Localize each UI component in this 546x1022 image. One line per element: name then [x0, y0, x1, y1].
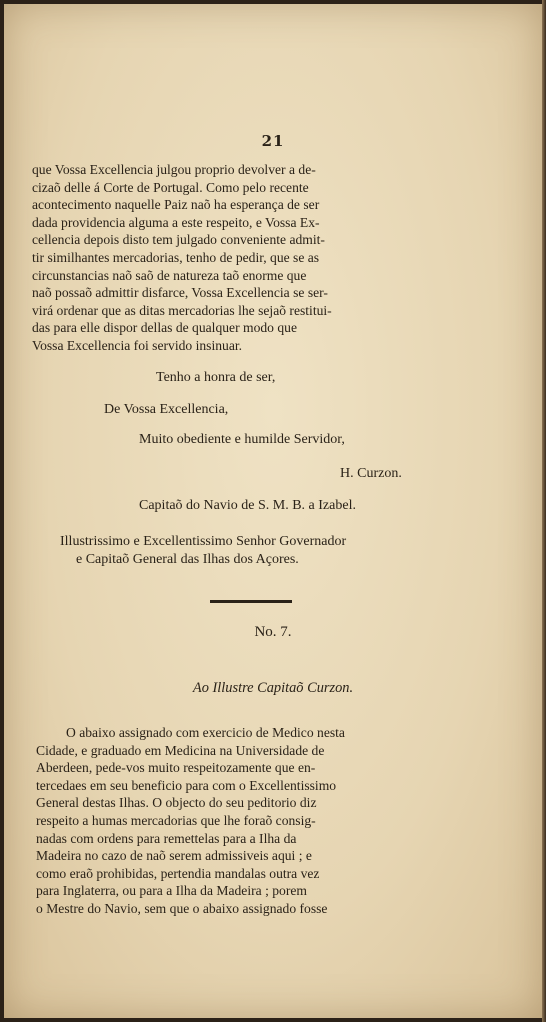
text-line: O abaixo assignado com exercicio de Medico nesta	[66, 725, 345, 740]
text-line: nadas com ordens para remettelas para a Ilha da	[36, 830, 297, 846]
page-number: 21	[261, 132, 285, 150]
text-line: das para elle dispor dellas de qualquer modo que	[32, 320, 297, 336]
book-spine-edge	[542, 0, 546, 1022]
text-line: dada providencia alguma a este respeito, e Vossa Ex-	[32, 214, 320, 230]
text-line: Vossa Excellencia foi servido insinuar.	[32, 337, 243, 353]
text-line: para Inglaterra, ou para a Ilha da Madeira ; porem	[36, 883, 307, 899]
text-line: cizaõ delle á Corte de Portugal. Como pelo recente	[32, 179, 309, 195]
letter-body-paragraph-2	[36, 724, 448, 918]
text-line: General destas Ilhas. O objecto do seu peditorio diz	[36, 795, 317, 811]
book-page	[4, 4, 542, 1018]
section-divider	[210, 600, 292, 603]
recipient-line-2: e Capitaõ General das Ilhas dos Açores.	[76, 552, 299, 567]
letter-addressee: Ao Illustre Capitaõ Curzon.	[192, 680, 354, 696]
closing-servant-line: Muito obediente e humilde Servidor,	[139, 432, 345, 447]
letter-body-paragraph	[32, 161, 448, 355]
text-line: circunstancias naõ saõ de natureza taõ enorme que	[32, 267, 307, 283]
text-line: tercedaes em seu beneficio para com o Excellentissimo	[36, 777, 337, 793]
text-line: virá ordenar que as ditas mercadorias lhe sejaõ restitui-	[32, 302, 332, 318]
text-line: naõ possaõ admittir disfarce, Vossa Excellencia se ser-	[32, 285, 328, 301]
text-line: como eraõ prohibidas, pertendia mandalas outra vez	[36, 865, 320, 881]
text-line: tir similhantes mercadorias, tenho de pedir, que se as	[32, 249, 320, 265]
text-line: Madeira no cazo de naõ serem admissiveis aqui ; e	[36, 848, 312, 864]
text-line: cellencia depois disto tem julgado conveniente admit-	[32, 232, 325, 248]
closing-salutation: Tenho a honra de ser,	[156, 370, 276, 385]
text-line: o Mestre do Navio, sem que o abaixo assignado fosse	[36, 900, 328, 916]
closing-addressee: De Vossa Excellencia,	[104, 402, 229, 417]
signature: H. Curzon.	[340, 466, 402, 481]
text-line: Cidade, e graduado em Medicina na Universidade de	[36, 742, 325, 758]
text-line: acontecimento naquelle Paiz naõ ha esperança de ser	[32, 197, 320, 213]
section-number: No. 7.	[254, 624, 292, 640]
signatory-title: Capitaõ do Navio de S. M. B. a Izabel.	[139, 498, 356, 513]
recipient-line-1: Illustrissimo e Excellentissimo Senhor Governador	[60, 534, 347, 549]
text-line: Aberdeen, pede-vos muito respeitozamente que en-	[36, 760, 316, 776]
text-line: que Vossa Excellencia julgou proprio devolver a de-	[32, 162, 316, 177]
text-line: respeito a humas mercadorias que lhe foraõ consig-	[36, 812, 316, 828]
